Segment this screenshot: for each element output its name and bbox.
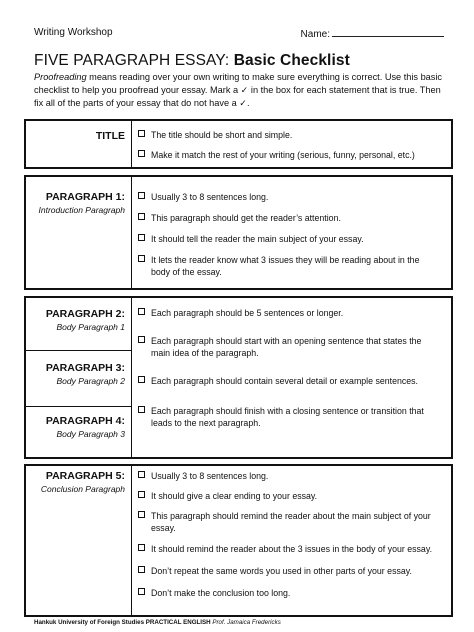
checkbox[interactable]	[138, 544, 145, 551]
checkbox[interactable]	[138, 130, 145, 137]
course-name: Writing Workshop	[34, 27, 113, 38]
checkbox[interactable]	[138, 308, 145, 315]
footer-professor: Prof. Jamaica Fredericks	[212, 619, 281, 626]
footer-university: Hankuk University of Foreign Studies	[34, 619, 145, 626]
name-line[interactable]	[332, 27, 444, 37]
checkbox[interactable]	[138, 150, 145, 157]
title-bold: Basic Checklist	[233, 52, 350, 69]
checklist-item[interactable]: Usually 3 to 8 sentences long.	[138, 470, 438, 482]
checkbox[interactable]	[138, 406, 145, 413]
checkbox[interactable]	[138, 213, 145, 220]
section-label: PARAGRAPH 3: Body Paragraph 2	[45, 362, 125, 386]
section-paragraph-1	[24, 175, 453, 290]
section-label: PARAGRAPH 4: Body Paragraph 3	[45, 415, 125, 439]
checklist-item[interactable]: This paragraph should get the reader’s attention.	[138, 212, 438, 224]
page-footer	[34, 619, 281, 626]
checkbox[interactable]	[138, 234, 145, 241]
checklist-item[interactable]: Usually 3 to 8 sentences long.	[138, 191, 438, 203]
title-prefix: FIVE PARAGRAPH ESSAY:	[34, 52, 230, 69]
checklist-item[interactable]: Don’t repeat the same words you used in other parts of your essay.	[138, 565, 438, 577]
checkbox[interactable]	[138, 192, 145, 199]
checkbox[interactable]	[138, 336, 145, 343]
checklist-item[interactable]: It should give a clear ending to your essay.	[138, 490, 438, 502]
checkbox[interactable]	[138, 511, 145, 518]
checklist-item[interactable]: This paragraph should remind the reader about the main subject of your essay.	[138, 510, 438, 534]
intro-term: Proofreading	[34, 72, 87, 82]
name-field[interactable]	[301, 27, 444, 40]
section-body-paragraphs	[24, 296, 453, 459]
page-title	[34, 52, 350, 70]
intro-paragraph	[34, 71, 444, 110]
checkbox[interactable]	[138, 566, 145, 573]
checkbox[interactable]	[138, 491, 145, 498]
checklist-item[interactable]: Each paragraph should be 5 sentences or longer.	[138, 307, 438, 319]
section-label: PARAGRAPH 1: Introduction Paragraph	[38, 191, 125, 215]
checklist-item[interactable]: The title should be short and simple.	[138, 129, 438, 141]
name-label: Name:	[300, 29, 330, 40]
label-head: TITLE	[95, 130, 125, 142]
checklist-item[interactable]: It lets the reader know what 3 issues they will be reading about in the body of the essay.	[138, 254, 438, 278]
checklist-item[interactable]: Don’t make the conclusion too long.	[138, 587, 438, 599]
checkbox[interactable]	[138, 471, 145, 478]
checklist-item[interactable]: Each paragraph should finish with a closing sentence or transition that leads to the next paragraph.	[138, 405, 438, 429]
section-label: PARAGRAPH 2: Body Paragraph 1	[45, 308, 125, 332]
section-title	[24, 119, 453, 169]
checkbox[interactable]	[138, 588, 145, 595]
checkbox[interactable]	[138, 376, 145, 383]
intro-text: means reading over your own writing to make sure everything is correct. Use this basic checklist to help you proofread your essay. Mark a ✓ in the box for each statement that is true. Then fix all of the parts of your essay that do not have a ✓.	[34, 72, 443, 108]
checklist-item[interactable]: Each paragraph should start with an opening sentence that states the main idea of the paragraph.	[138, 335, 438, 359]
footer-course: PRACTICAL ENGLISH	[145, 619, 211, 626]
section-paragraph-5	[24, 464, 453, 617]
checkbox[interactable]	[138, 255, 145, 262]
checklist-item[interactable]: It should tell the reader the main subject of your essay.	[138, 233, 438, 245]
checklist-item[interactable]: It should remind the reader about the 3 issues in the body of your essay.	[138, 543, 438, 555]
checklist-table	[24, 119, 453, 617]
page-header	[34, 27, 444, 43]
checklist-item[interactable]: Each paragraph should contain several detail or example sentences.	[138, 375, 438, 387]
checklist-item[interactable]: Make it match the rest of your writing (serious, funny, personal, etc.)	[138, 149, 443, 161]
section-label: PARAGRAPH 5: Conclusion Paragraph	[40, 470, 125, 494]
section-label	[25, 130, 125, 142]
